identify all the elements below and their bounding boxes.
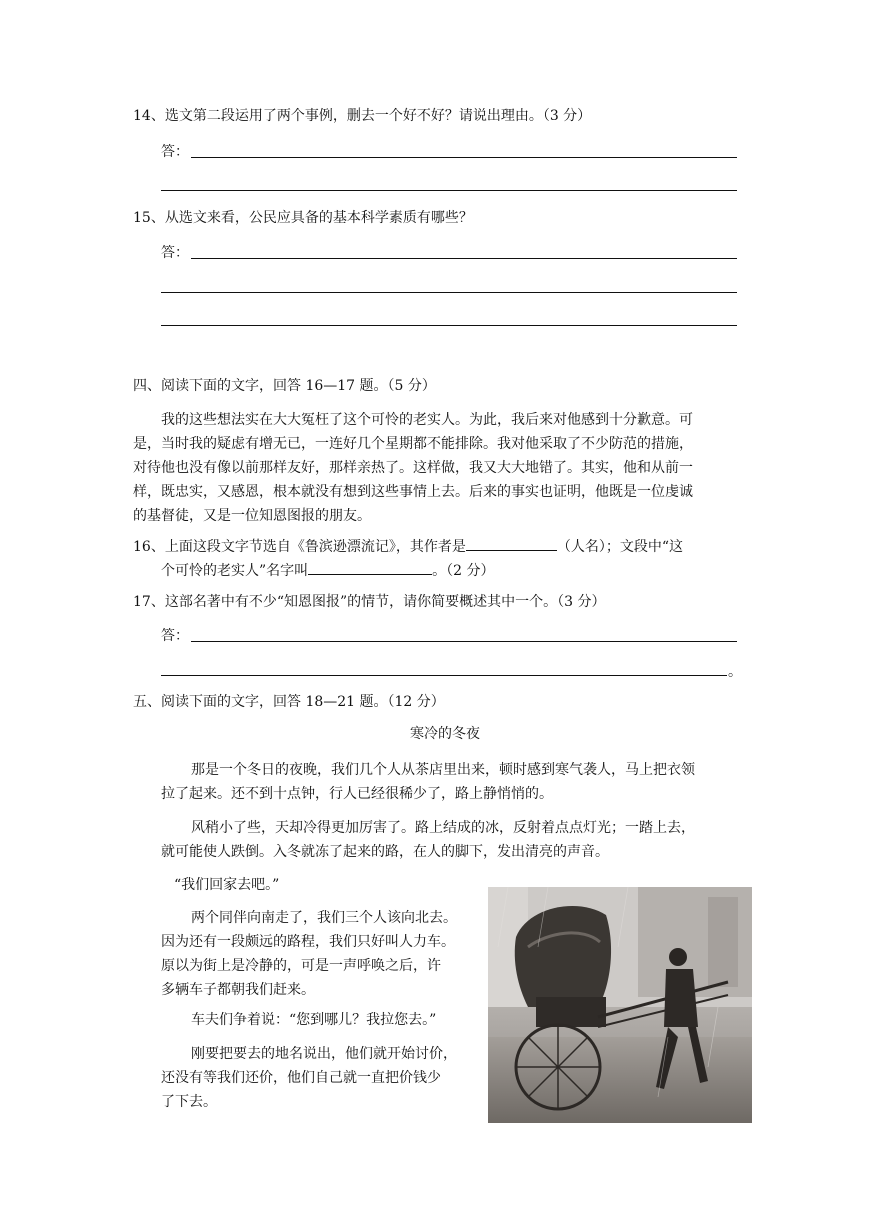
p4-line-2: 因为还有一段颇远的路程，我们只好叫人力车。	[161, 934, 455, 950]
question-16-line-1	[133, 534, 683, 557]
answer-line-15-2[interactable]	[161, 292, 737, 293]
rickshaw-illustration-icon	[488, 887, 752, 1123]
p4-line-1: 两个同伴向南走了，我们三个人该向北去。	[191, 910, 457, 926]
p4-line-3: 原以为街上是冷静的，可是一声呼唤之后，许	[161, 958, 441, 974]
article-title: 寒冷的冬夜	[410, 726, 480, 742]
question-16-line-2	[161, 558, 495, 581]
question-16-part-2: （人名）；文段中“这	[556, 539, 683, 555]
section-4-heading: 四、阅读下面的文字，回答 16—17 题。（5 分）	[133, 378, 436, 394]
question-16-part-1: 16、上面这段文字节选自《鲁滨逊漂流记》，其作者是	[133, 539, 466, 555]
question-16-part-3: 个可怜的老实人”名字叫	[161, 563, 309, 579]
p3-dialogue: “我们回家去吧。”	[174, 877, 280, 893]
answer-line-17-1[interactable]	[191, 641, 737, 642]
p4-line-4: 多辆车子都朝我们赶来。	[161, 982, 315, 998]
rickshaw-photo	[488, 887, 752, 1123]
passage-4-line-5: 的基督徒，又是一位知恩图报的朋友。	[133, 508, 371, 524]
p1-line-2: 拉了起来。还不到十点钟，行人已经很稀少了，路上静悄悄的。	[161, 786, 553, 802]
answer-line-14-1[interactable]	[191, 157, 737, 158]
p5-dialogue: 车夫们争着说：“您到哪儿？我拉您去。”	[191, 1012, 437, 1028]
name-blank[interactable]	[308, 558, 432, 575]
p6-line-2: 还没有等我们还价，他们自己就一直把价钱少	[161, 1070, 441, 1086]
p6-line-1: 刚要把要去的地名说出，他们就开始讨价，	[191, 1046, 457, 1062]
answer-label-14: 答：	[161, 144, 189, 160]
p2-line-2: 就可能使人跌倒。入冬就冻了起来的路，在人的脚下，发出清亮的声音。	[161, 844, 609, 860]
p6-line-3: 了下去。	[161, 1094, 217, 1110]
answer-line-15-3[interactable]	[161, 325, 737, 326]
p2-line-1: 风稍小了些，天却冷得更加厉害了。路上结成的冰，反射着点点灯光；一踏上去，	[191, 820, 695, 836]
answer-line-14-2[interactable]	[161, 190, 737, 191]
question-15: 15、从选文来看，公民应具备的基本科学素质有哪些？	[133, 210, 473, 226]
answer-17-end-mark: 。	[728, 664, 742, 680]
passage-4-line-4: 样，既忠实，又感恩，根本就没有想到这些事情上去。后来的事实也证明，他既是一位虔诚	[133, 484, 693, 500]
answer-line-15-1[interactable]	[191, 258, 737, 259]
answer-line-17-2[interactable]	[161, 675, 727, 676]
answer-label-15: 答：	[161, 245, 189, 261]
question-17: 17、这部名著中有不少“知恩图报”的情节，请你简要概述其中一个。（3 分）	[133, 594, 606, 610]
p1-line-1: 那是一个冬日的夜晚，我们几个人从茶店里出来，顿时感到寒气袭人，马上把衣领	[191, 762, 695, 778]
passage-4-line-2: 是，当时我的疑虑有增无已，一连好几个星期都不能排除。我对他采取了不少防范的措施，	[133, 436, 693, 452]
passage-4-line-1: 我的这些想法实在大大冤枉了这个可怜的老实人。为此，我后来对他感到十分歉意。可	[161, 412, 693, 428]
question-16-part-4: 。（2 分）	[432, 563, 495, 579]
author-blank[interactable]	[466, 534, 557, 551]
passage-4-line-3: 对待他也没有像以前那样友好，那样亲热了。这样做，我又大大地错了。其实，他和从前一	[133, 460, 693, 476]
section-5-heading: 五、阅读下面的文字，回答 18—21 题。（12 分）	[133, 694, 445, 710]
answer-label-17: 答：	[161, 628, 189, 644]
question-14: 14、选文第二段运用了两个事例，删去一个好不好？请说出理由。（3 分）	[133, 108, 592, 124]
